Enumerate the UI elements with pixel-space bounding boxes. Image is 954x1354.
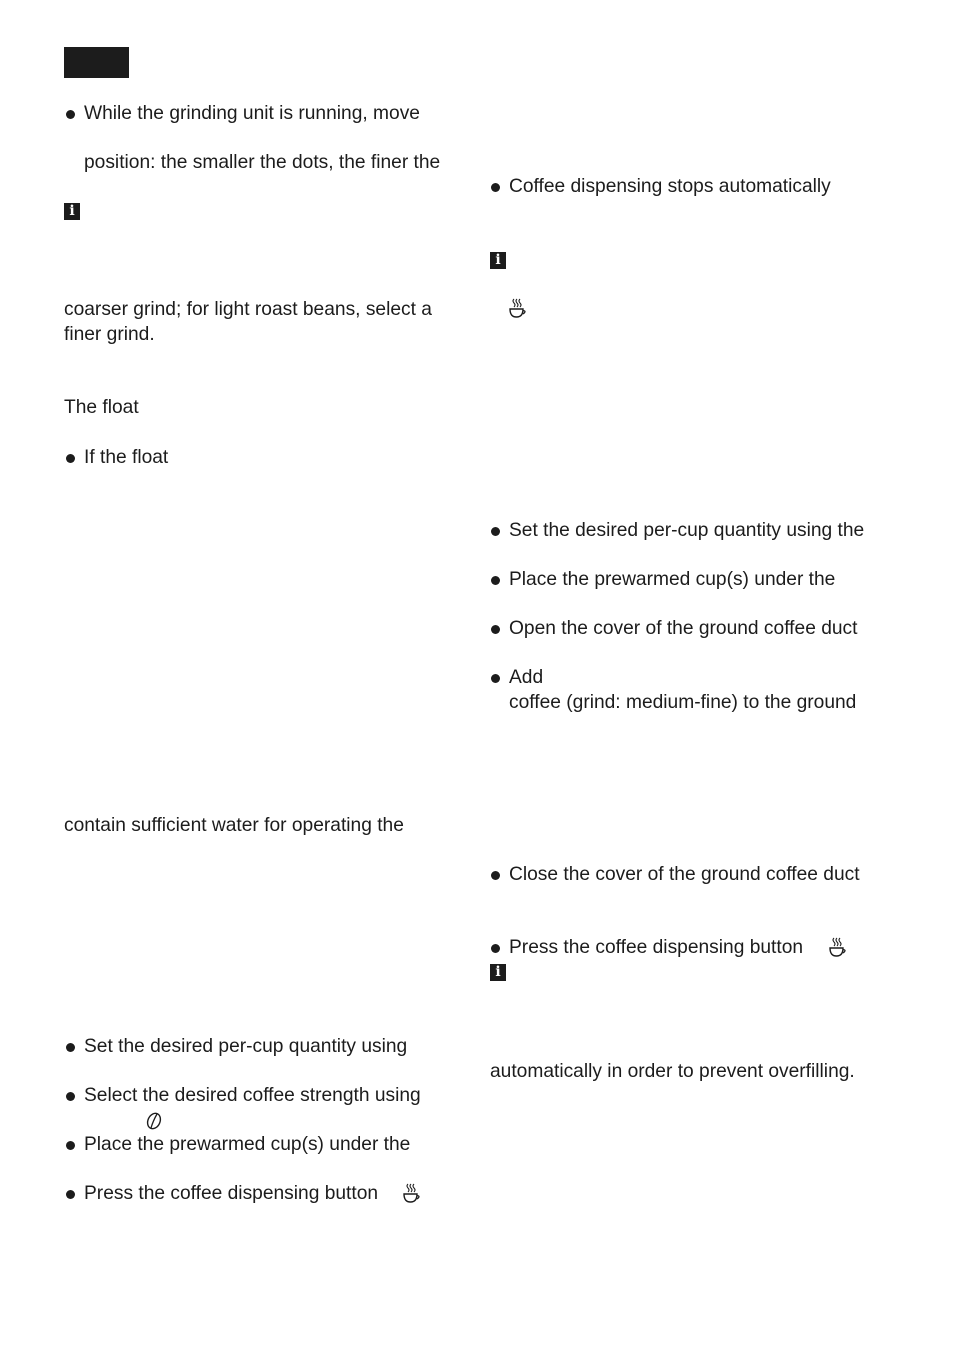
left-bullet-2: If the float <box>84 447 169 468</box>
left-paragraph-1-line-1: coarser grind; for light roast beans, select a <box>64 299 432 320</box>
coffee-cup-icon <box>508 297 528 319</box>
bullet-dot <box>491 944 500 953</box>
right-bullet-5-line-2: coffee (grind: medium-fine) to the ground <box>509 692 857 713</box>
bullet-dot <box>491 183 500 192</box>
bullet-dot <box>66 110 75 119</box>
coffee-cup-icon <box>402 1182 422 1204</box>
left-bullet-1-line-1: While the grinding unit is running, move <box>84 103 420 124</box>
left-bullet-3: Set the desired per-cup quantity using <box>84 1036 408 1057</box>
left-bullet-6: Press the coffee dispensing button <box>84 1183 379 1204</box>
right-bullet-7: Press the coffee dispensing button <box>509 937 804 958</box>
bullet-dot <box>491 674 500 683</box>
water-text: contain sufficient water for operating the <box>64 815 404 836</box>
section-label-box <box>64 47 129 78</box>
bullet-dot <box>66 1141 75 1150</box>
bullet-dot <box>66 1190 75 1199</box>
bullet-dot <box>491 871 500 880</box>
right-bullet-3: Place the prewarmed cup(s) under the <box>509 569 836 590</box>
info-icon: i <box>64 203 80 220</box>
right-bullet-5-line-1: Add <box>509 667 544 688</box>
left-bullet-4: Select the desired coffee strength using <box>84 1085 421 1106</box>
bullet-dot <box>491 527 500 536</box>
coffee-bean-icon <box>145 1111 163 1131</box>
bullet-dot <box>66 1092 75 1101</box>
bullet-dot <box>66 1043 75 1052</box>
left-bullet-5: Place the prewarmed cup(s) under the <box>84 1134 411 1155</box>
bullet-dot <box>491 576 500 585</box>
info-icon: i <box>490 252 506 269</box>
right-bullet-6: Close the cover of the ground coffee duct <box>509 864 860 885</box>
info-icon: i <box>490 964 506 981</box>
right-paragraph-1: automatically in order to prevent overfilling. <box>490 1061 855 1082</box>
right-bullet-4: Open the cover of the ground coffee duct <box>509 618 858 639</box>
float-text: The float <box>64 397 139 418</box>
bullet-dot <box>491 625 500 634</box>
bullet-dot <box>66 454 75 463</box>
coffee-cup-icon <box>828 936 848 958</box>
left-paragraph-1-line-2: finer grind. <box>64 324 155 345</box>
left-bullet-1-line-2: position: the smaller the dots, the finer the <box>84 152 441 173</box>
right-bullet-1: Coffee dispensing stops automatically <box>509 176 831 197</box>
right-bullet-2: Set the desired per-cup quantity using the <box>509 520 865 541</box>
